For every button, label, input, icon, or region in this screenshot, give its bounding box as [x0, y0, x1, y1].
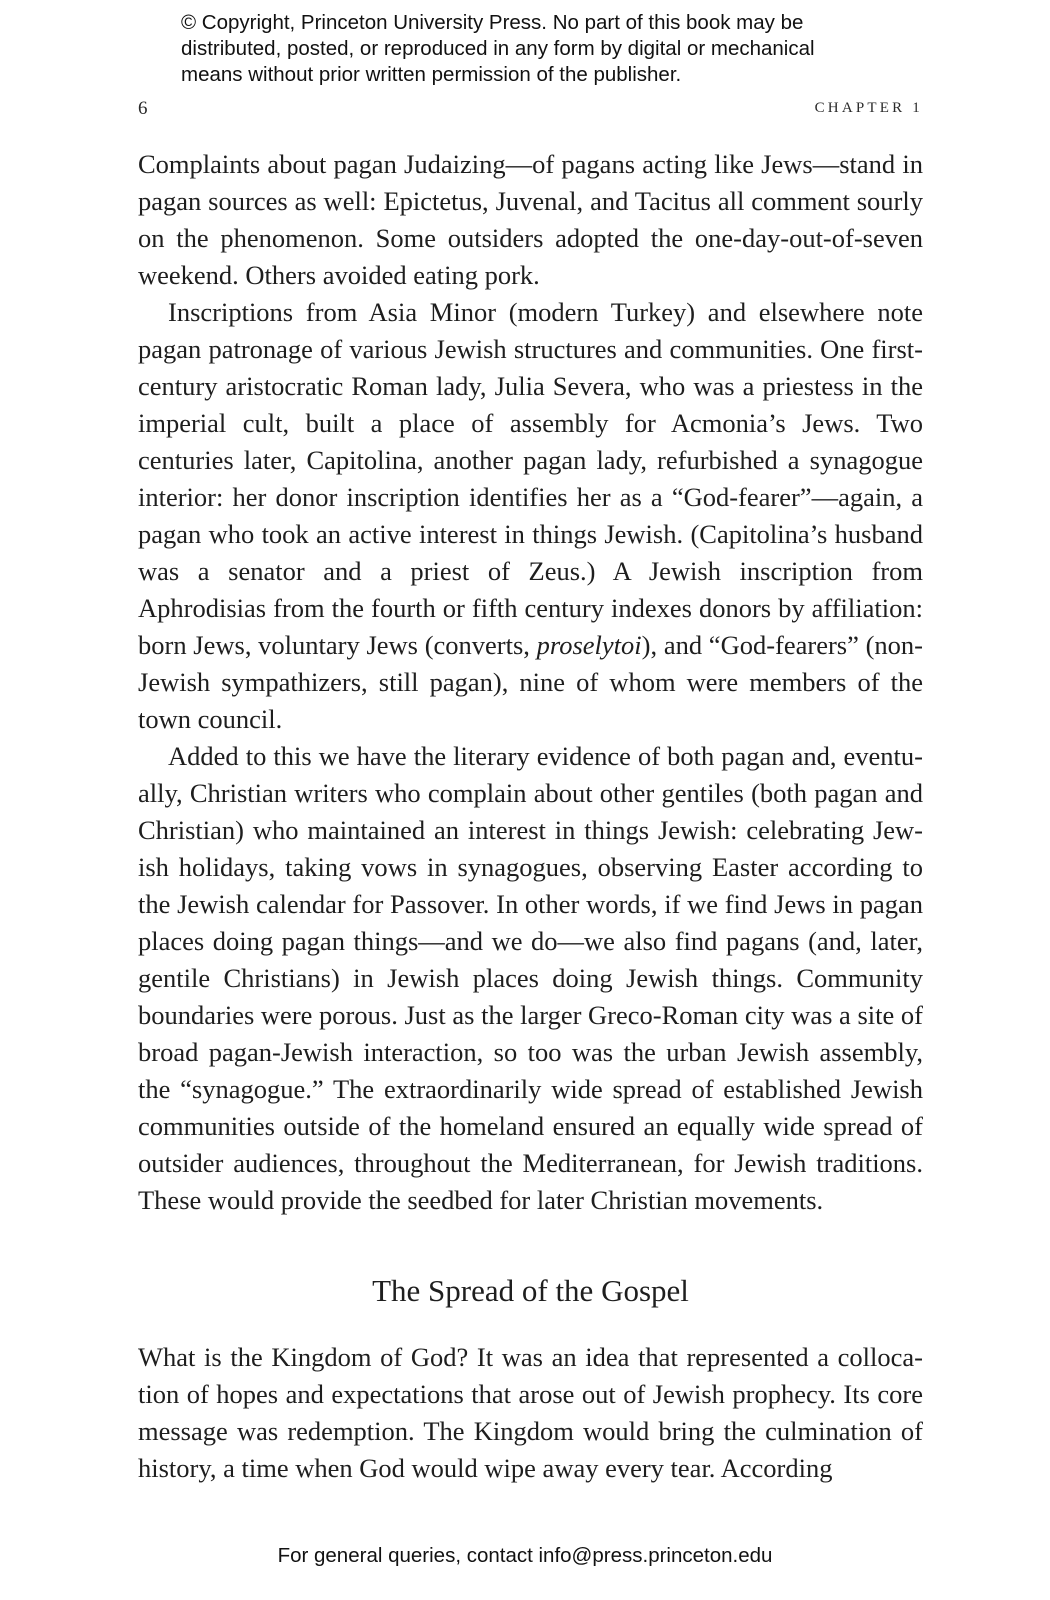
paragraph-1: Complaints about pagan Judaizing—of pagans acting like Jews—stand in pagan sources as well: Epictetus, Juvenal, and Tacitus all comment sourly on the phenomenon. Some outsiders adopted the one-day-out-of-seven weekend. Others avoided eating pork.: [138, 149, 923, 290]
page-number: 6: [138, 98, 148, 119]
paragraph-3: Added to this we have the literary evidence of both pagan and, eventually, Christian writers who complain about other gentiles (both pagan and Christian) who maintained an interest in things Jewish: celebrating Jewish holidays, taking vows in synagogues, observing Easter according to the Jewish calendar for Passover. In other words, if we find Jews in pagan places doing pagan things—and we do—we also find pagans (and, later, gentile Christians) in Jewish places doing Jewish things. Community boundaries were porous. Just as the larger Greco-Roman city was a site of broad pagan-Jewish interaction, so too was the urban Jewish assembly, the “synagogue.” The extraordinarily wide spread of established Jewish communities outside of the homeland ensured an equally wide spread of outsider audiences, throughout the Mediterranean, for Jewish traditions. These would provide the seedbed for later Christian movements.: [138, 741, 923, 1215]
running-head: [138, 98, 923, 124]
footer-contact: For general queries, contact info@press.princeton.edu: [277, 1544, 773, 1567]
copyright-line-2: distributed, posted, or reproduced in any form by digital or mechanical: [181, 37, 815, 60]
paragraph-2-text-b: ), and “God-fearers” (non-Jewish sympathizers, still pagan), nine of whom were members of the town council.: [138, 630, 923, 734]
section-heading: The Spread of the Gospel: [372, 1273, 689, 1308]
paragraph-4: What is the Kingdom of God? It was an idea that represented a collocation of hopes and expectations that arose out of Jewish prophecy. Its core message was redemption. The Kingdom would bring the culmination of history, a time when God would wipe away every tear. According: [138, 1342, 923, 1483]
copyright-line-3: means without prior written permission of the publisher.: [181, 63, 682, 86]
copyright-line-1: © Copyright, Princeton University Press. No part of this book may be: [181, 11, 804, 34]
italic-term-proselytoi: proselytoi: [536, 630, 642, 660]
copyright-notice: [181, 10, 901, 88]
paragraph-2: [138, 294, 923, 738]
paragraph-2-text-a: Inscriptions from Asia Minor (modern Turkey) and elsewhere note pagan patronage of various Jewish structures and communities. One first-century aristocratic Roman lady, Julia Severa, who was a priestess in the imperial cult, built a place of assembly for Acmonia’s Jews. Two centuries later, Capitolina, another pagan lady, refurbished a synagogue interior: her donor inscription identifies her as a “God-fearer”—again, a pagan who took an active interest in things Jewish. (Capitolina’s husband was a senator and a priest of Zeus.) A Jewish inscription from Aphrodisias from the fourth or fifth century indexes donors by affiliation: born Jews, voluntary Jews (converts,: [138, 297, 923, 660]
chapter-label: CHAPTER 1: [814, 100, 923, 116]
body-text: [138, 146, 923, 1487]
